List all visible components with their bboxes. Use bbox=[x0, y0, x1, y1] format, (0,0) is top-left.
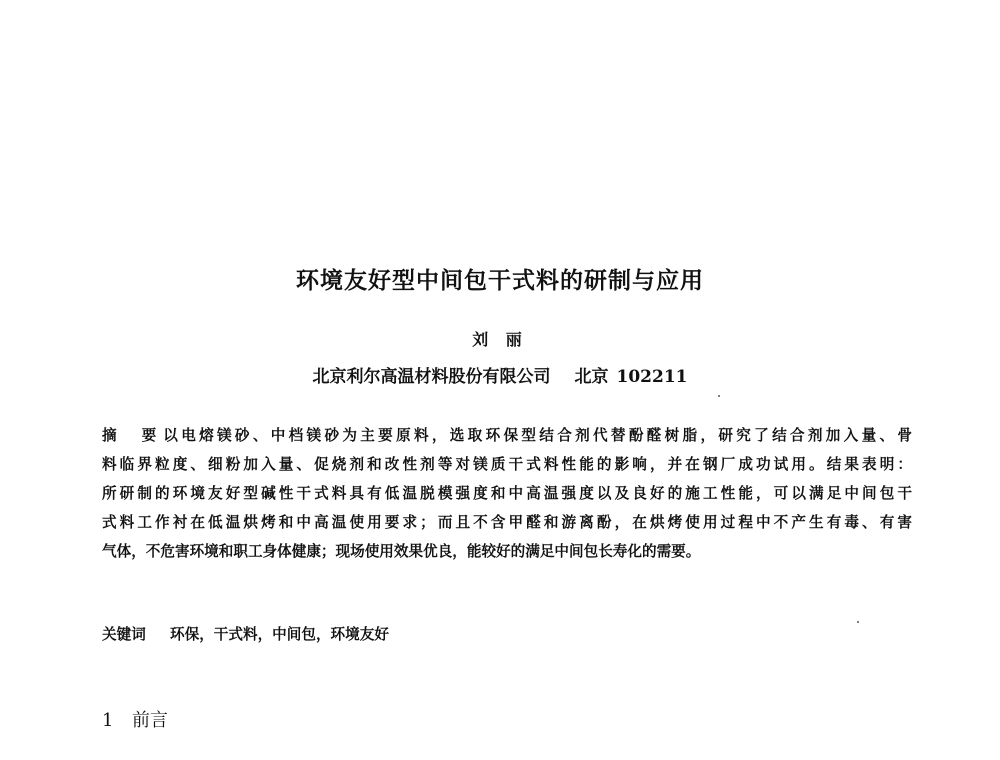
abstract-line: 料临界粒度、细粉加入量、促烧剂和改性剂等对镁质干式料性能的影响，并在钢厂成功试用。结果表明： bbox=[102, 456, 912, 473]
abstract-line: 气体，不危害环境和职工身体健康；现场使用效果优良，能较好的满足中间包长寿化的需要。 bbox=[102, 543, 701, 560]
section-heading bbox=[102, 706, 168, 732]
section-number: 1 bbox=[102, 710, 114, 731]
abstract-line bbox=[102, 421, 912, 450]
abstract-line: 所研制的环境友好型碱性干式料具有低温脱模强度和中高温强度以及良好的施工性能，可以满足中间包干 bbox=[102, 485, 912, 502]
abstract-block bbox=[102, 421, 912, 566]
paper-title: 环境友好型中间包干式料的研制与应用 bbox=[296, 268, 704, 294]
abstract-line: 式料工作衬在低温烘烤和中高温使用要求；而且不含甲醛和游离酚，在烘烤使用过程中不产生有毒、有害 bbox=[102, 514, 912, 531]
keywords-value: 环保，干式料，中间包，环境友好 bbox=[170, 626, 389, 643]
abstract-label: 摘 要 bbox=[102, 427, 167, 444]
affiliation-line bbox=[0, 362, 1000, 387]
author-name: 刘 丽 bbox=[472, 330, 528, 349]
affiliation-city: 北京 bbox=[574, 367, 609, 387]
keywords-label: 关键词 bbox=[102, 626, 146, 643]
scan-speck bbox=[857, 621, 859, 623]
affiliation-organization: 北京利尔高温材料股份有限公司 bbox=[312, 367, 551, 387]
scan-speck bbox=[718, 395, 720, 397]
section-title: 前言 bbox=[132, 710, 168, 731]
affiliation-postcode: 102211 bbox=[616, 367, 688, 387]
keywords-line bbox=[102, 623, 389, 644]
abstract-line-text: 以电熔镁砂、中档镁砂为主要原料，选取环保型结合剂代替酚醛树脂，研究了结合剂加入量、骨 bbox=[160, 427, 912, 444]
